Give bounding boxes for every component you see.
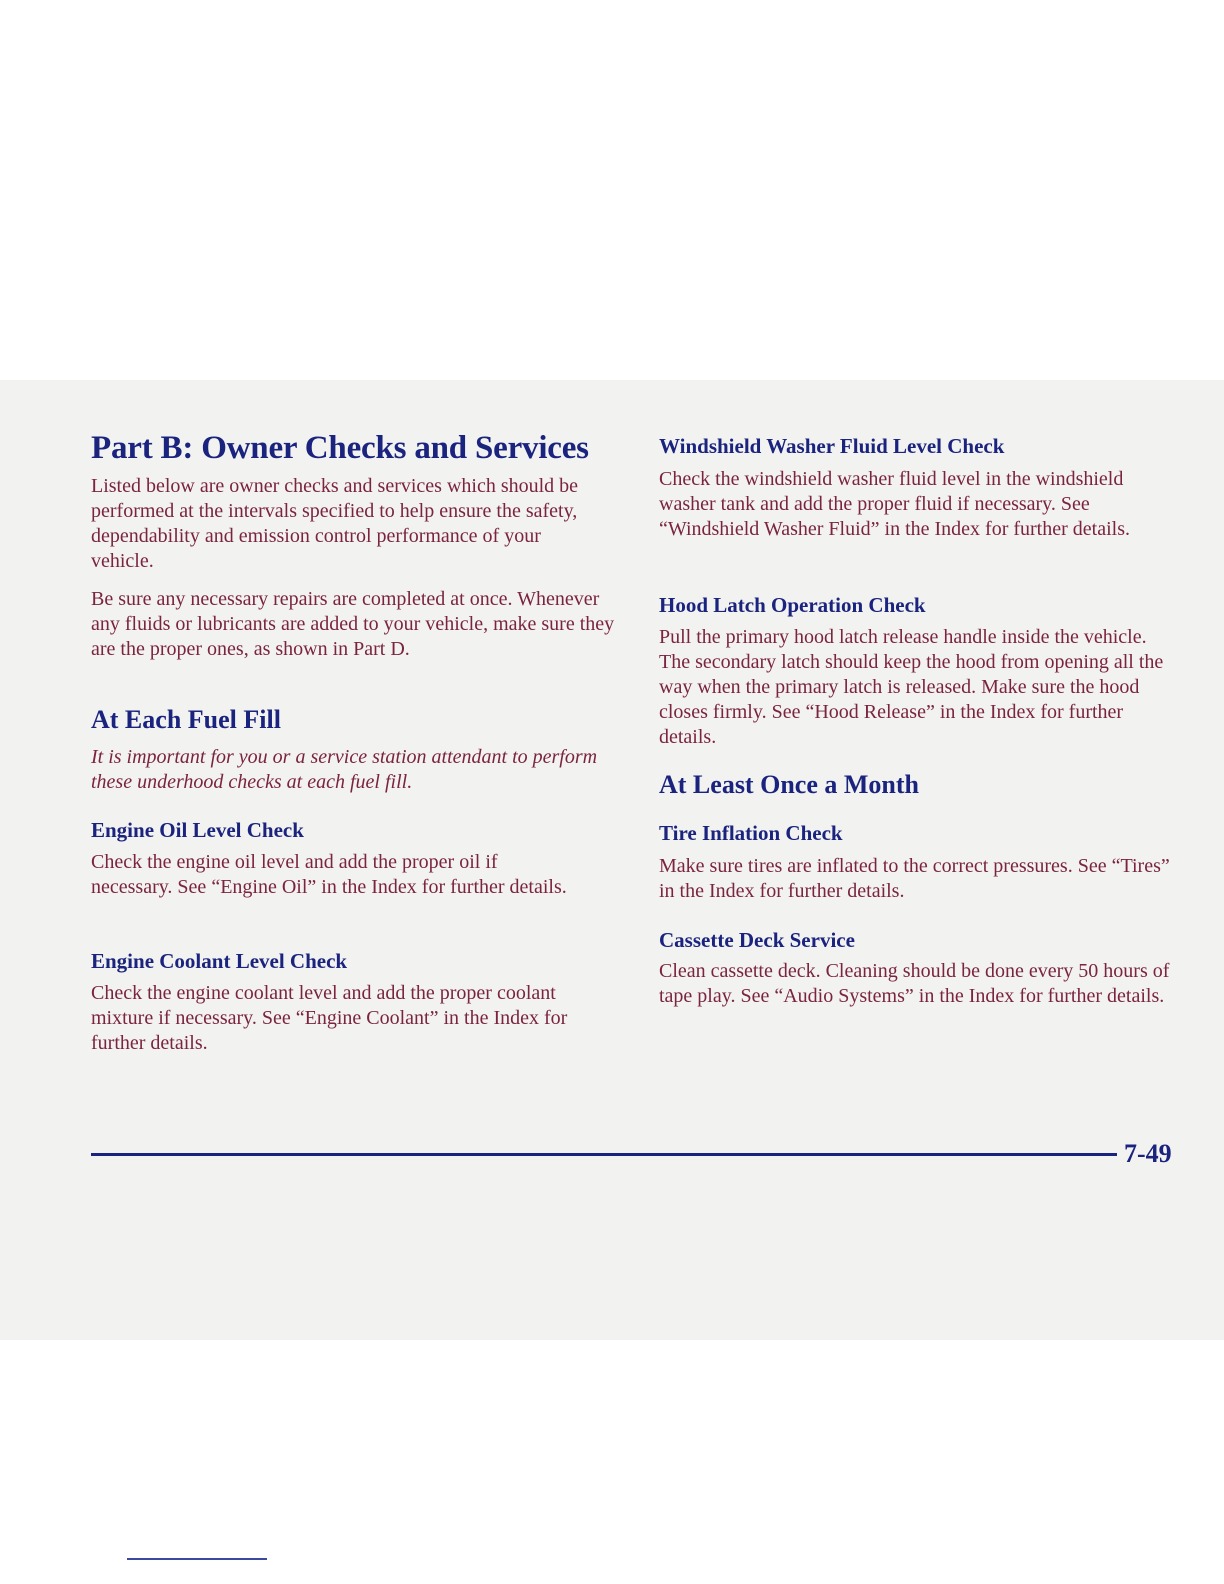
- engine-oil-text: Check the engine oil level and add the proper oil if necessary. See “Engine Oil” in the Index for further details.: [91, 851, 567, 898]
- fuel-fill-note: It is important for you or a service station attendant to perform these underhood checks at each fuel fill.: [91, 746, 598, 793]
- footer-rule: [91, 1153, 1117, 1156]
- hood-latch-text: Pull the primary hood latch release handle inside the vehicle. The secondary latch should keep the hood from opening all the way when the primary latch is released. Make sure the hood closes firmly. See “Hood Release” in the Index for further details.: [659, 626, 1164, 748]
- intro-paragraph-2: Be sure any necessary repairs are completed at once. Whenever any fluids or lubricants are added to your vehicle, make sure they are the proper ones, as shown in Part D.: [91, 588, 615, 660]
- bottom-divider: [127, 1558, 267, 1560]
- page-number: 7-49: [1124, 1139, 1172, 1168]
- hood-latch-heading: Hood Latch Operation Check: [659, 593, 926, 617]
- engine-oil-heading: Engine Oil Level Check: [91, 818, 304, 842]
- page-content-area: [0, 380, 1224, 1340]
- washer-fluid-heading: Windshield Washer Fluid Level Check: [659, 434, 1005, 458]
- cassette-deck-text: Clean cassette deck. Cleaning should be done every 50 hours of tape play. See “Audio Systems” in the Index for further details.: [659, 960, 1170, 1007]
- intro-paragraph-1: Listed below are owner checks and services which should be performed at the intervals specified to help ensure the safety, dependability and emission control performance of your vehicle.: [91, 475, 579, 572]
- tire-inflation-text: Make sure tires are inflated to the correct pressures. See “Tires” in the Index for further details.: [659, 855, 1170, 902]
- washer-fluid-text: Check the windshield washer fluid level in the windshield washer tank and add the proper fluid if necessary. See “Windshield Washer Fluid” in the Index for further details.: [659, 468, 1130, 540]
- cassette-deck-heading: Cassette Deck Service: [659, 928, 855, 952]
- engine-coolant-text: Check the engine coolant level and add the proper coolant mixture if necessary. See “Engine Coolant” in the Index for further details.: [91, 982, 568, 1054]
- section-heading-fuel-fill: At Each Fuel Fill: [91, 705, 281, 734]
- tire-inflation-heading: Tire Inflation Check: [659, 821, 843, 845]
- engine-coolant-heading: Engine Coolant Level Check: [91, 949, 348, 973]
- section-heading-monthly: At Least Once a Month: [659, 770, 919, 799]
- page-title: Part B: Owner Checks and Services: [91, 430, 589, 466]
